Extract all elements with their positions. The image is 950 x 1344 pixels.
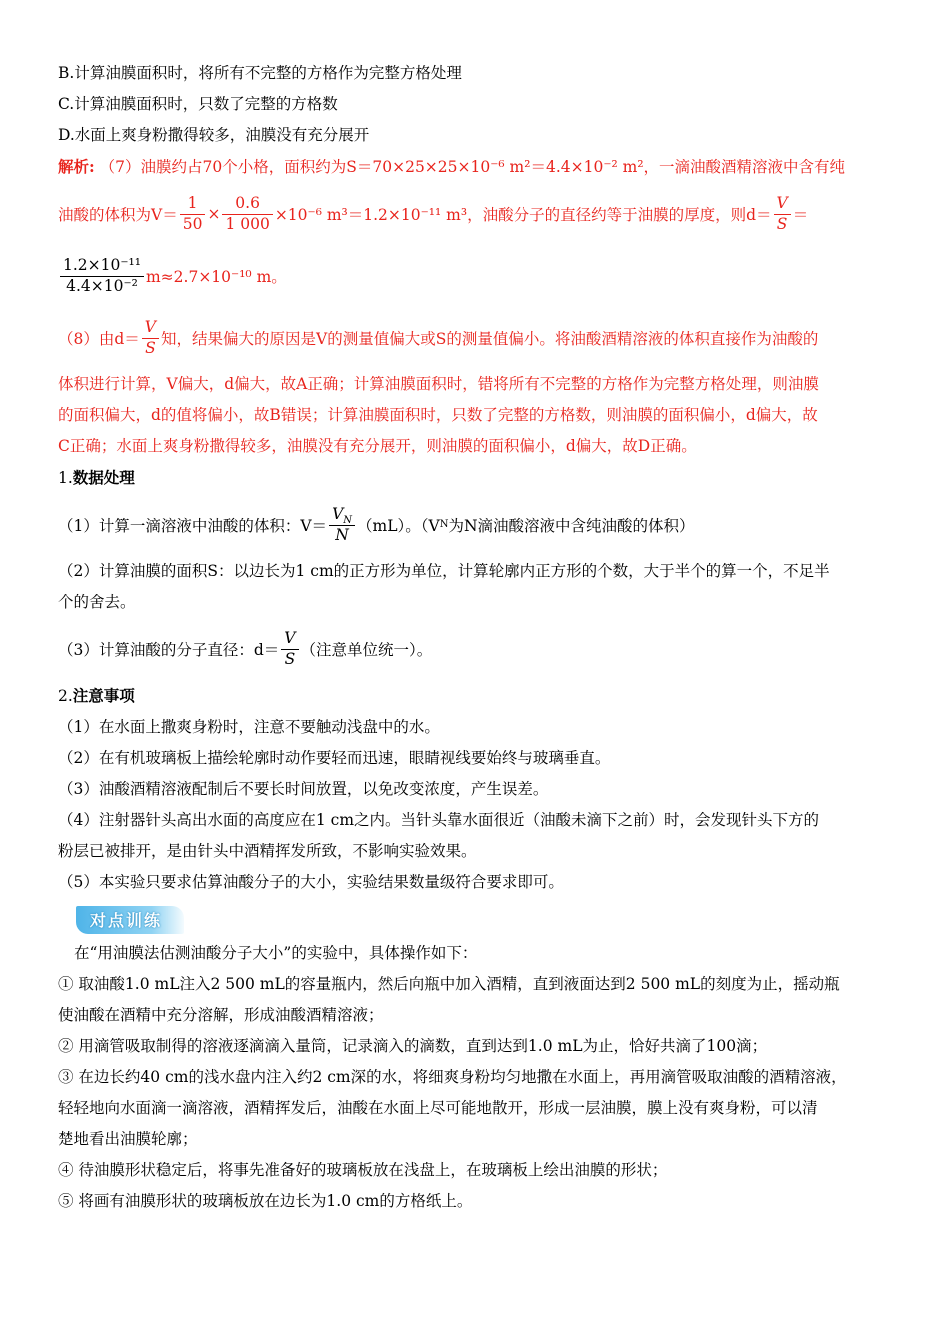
fraction-numerator: V — [142, 319, 159, 338]
section1-item1-text-b: （mL）。（V — [357, 517, 440, 535]
fraction-denominator: S — [145, 338, 156, 357]
analysis-p7-text2b: ×10⁻⁶ m³＝1.2×10⁻¹¹ m³，油酸分子的直径约等于油膜的厚度，则d＝ — [274, 206, 772, 224]
section1-item3-text-a: （3）计算油酸的分子直径：d＝ — [58, 641, 280, 659]
training-step: 使油酸在酒精中充分溶解，形成油酸酒精溶液； — [58, 1006, 384, 1024]
fraction-numerator: 1.2×10⁻¹¹ — [60, 257, 144, 276]
fraction-denominator: S — [284, 649, 296, 668]
training-intro: 在“用油膜法估测油酸分子大小”的实验中，具体操作如下： — [74, 944, 478, 962]
section1-item3 — [58, 618, 892, 680]
fraction-denominator: 1 000 — [225, 214, 270, 233]
training-step: ⑤ 将画有油膜形状的玻璃板放在边长为1.0 cm的方格纸上。 — [58, 1192, 473, 1210]
analysis-p8-line2: 体积进行计算，V偏大，d偏大，故A正确；计算油膜面积时，错将所有不完整的方格作为完整方格处理，则油膜 — [58, 375, 819, 393]
numerator-symbol: V — [332, 505, 344, 524]
equals-sign: ＝ — [792, 206, 809, 224]
section1-item2-line1: （2）计算油膜的面积S：以边长为1 cm的正方形为单位，计算轮廓内正方形的个数，大于半个的算一个，不足半 — [58, 562, 830, 580]
fraction-result — [60, 257, 144, 294]
section2-heading — [58, 680, 892, 712]
section2-heading-number: 2. — [58, 687, 73, 705]
fraction-0.6-1000 — [222, 195, 272, 232]
fraction-denominator: 50 — [182, 214, 203, 233]
training-step: ② 用滴管吸取制得的溶液逐滴滴入量筒，记录滴入的滴数，直到达到1.0 mL为止，恰好共滴了100滴； — [58, 1037, 768, 1055]
section2-item: （5）本实验只要求估算油酸分子的大小，实验结果数量级符合要求即可。 — [58, 873, 564, 891]
section2-item: （1）在水面上撒爽身粉时，注意不要触动浅盘中的水。 — [58, 718, 440, 736]
option-b: B.计算油膜面积时，将所有不完整的方格作为完整方格处理 — [58, 64, 462, 82]
analysis-p8-line3: 的面积偏大，d的值将偏小，故B错误；计算油膜面积时，只数了完整的方格数，则油膜的面积偏小，d偏大，故 — [58, 406, 818, 424]
analysis-label: 解析: — [58, 157, 95, 176]
section2-heading-text: 注意事项 — [72, 686, 135, 705]
section1-item1: （1）计算一滴溶液中油酸的体积：V＝ $\frac{V_N}{N}$ （mL）。（V N 为N滴油酸溶液中含纯油酸的体积） — [58, 505, 695, 544]
numerator-subscript: N — [343, 515, 353, 527]
section1-item1-text-c: 为N滴油酸溶液中含纯油酸的体积） — [448, 517, 695, 535]
option-c: C.计算油膜面积时，只数了完整的方格数 — [58, 95, 338, 113]
document-page — [58, 58, 892, 1217]
analysis-p8-line4: C正确；水面上爽身粉撒得较多，油膜没有充分展开，则油膜的面积偏小，d偏大，故D正确。 — [58, 437, 697, 455]
fraction-numerator — [329, 506, 355, 525]
fraction-numerator: V — [281, 630, 298, 649]
section1-item1-text-a: （1）计算一滴溶液中油酸的体积：V＝ — [58, 517, 328, 535]
fraction-numerator: 0.6 — [222, 195, 272, 214]
fraction-denominator: S — [776, 214, 788, 233]
fraction-1-50 — [180, 195, 206, 232]
section2-item: （4）注射器针头高出水面的高度应在1 cm之内。当针头靠水面很近（油酸未滴下之前）时，会发现针头下方的 — [58, 811, 820, 829]
training-step: ① 取油酸1.0 mL注入2 500 mL的容量瓶内，然后向瓶中加入酒精，直到液面达到2 500 mL的刻度为止，摇动瓶 — [58, 975, 840, 993]
fraction-v-s — [774, 195, 791, 232]
analysis-p8-text-a: （8）由d＝ — [58, 330, 140, 348]
training-badge: 对点训练 — [76, 906, 184, 934]
analysis-p8-line1 — [58, 307, 892, 369]
analysis-p7-text1: （7）油膜约占70个小格，面积约为S＝70×25×25×10⁻⁶ m²＝4.4×10⁻² m²，一滴油酸酒精溶液中含有纯 — [99, 158, 846, 176]
fraction-vn-n — [329, 506, 355, 543]
section2-item: 粉层已被排开，是由针头中酒精挥发所致，不影响实验效果。 — [58, 842, 477, 860]
section1-heading — [58, 462, 892, 494]
section1-item3-text-b: （注意单位统一）。 — [300, 641, 433, 659]
section1-heading-text: 数据处理 — [72, 468, 135, 487]
training-step: ③ 在边长约40 cm的浅水盘内注入约2 cm深的水，将细爽身粉均匀地撒在水面上，再用滴管吸取油酸的酒精溶液， — [58, 1068, 847, 1086]
section1-item2-line2: 个的舍去。 — [58, 593, 136, 611]
training-step: ④ 待油膜形状稳定后，将事先准备好的玻璃板放在浅盘上，在玻璃板上绘出油膜的形状； — [58, 1161, 668, 1179]
analysis-p7-line1 — [58, 151, 892, 183]
training-step: 轻轻地向水面滴一滴溶液，酒精挥发后，油酸在水面上尽可能地散开，形成一层油膜，膜上没有爽身粉，可以清 — [58, 1099, 818, 1117]
fraction-v-s — [142, 319, 159, 356]
fraction-denominator: N — [335, 525, 349, 544]
fraction-denominator: 4.4×10⁻² — [66, 276, 138, 295]
fraction-numerator: V — [774, 195, 791, 214]
section2-item: （3）油酸酒精溶液配制后不要长时间放置，以免改变浓度，产生误差。 — [58, 780, 549, 798]
option-d: D.水面上爽身粉撒得较多，油膜没有充分展开 — [58, 126, 370, 144]
analysis-p7-text2a: 油酸的体积为V＝ — [58, 206, 178, 224]
training-step: 楚地看出油膜轮廓； — [58, 1130, 198, 1148]
training-badge-row — [58, 898, 892, 938]
fraction-numerator: 1 — [180, 195, 206, 214]
section1-heading-number: 1. — [58, 469, 73, 487]
analysis-p7-line2 — [58, 183, 892, 245]
analysis-p7-line3 — [58, 245, 892, 307]
section2-item: （2）在有机玻璃板上描绘轮廓时动作要轻而迅速，眼睛视线要始终与玻璃垂直。 — [58, 749, 611, 767]
fraction-v-s — [281, 630, 298, 667]
times-sign: × — [207, 205, 221, 223]
analysis-p8-text-b: 知，结果偏大的原因是V的测量值偏大或S的测量值偏小。将油酸酒精溶液的体积直接作为油酸的 — [161, 330, 819, 348]
analysis-p7-text3: m≈2.7×10⁻¹⁰ m。 — [145, 268, 287, 286]
